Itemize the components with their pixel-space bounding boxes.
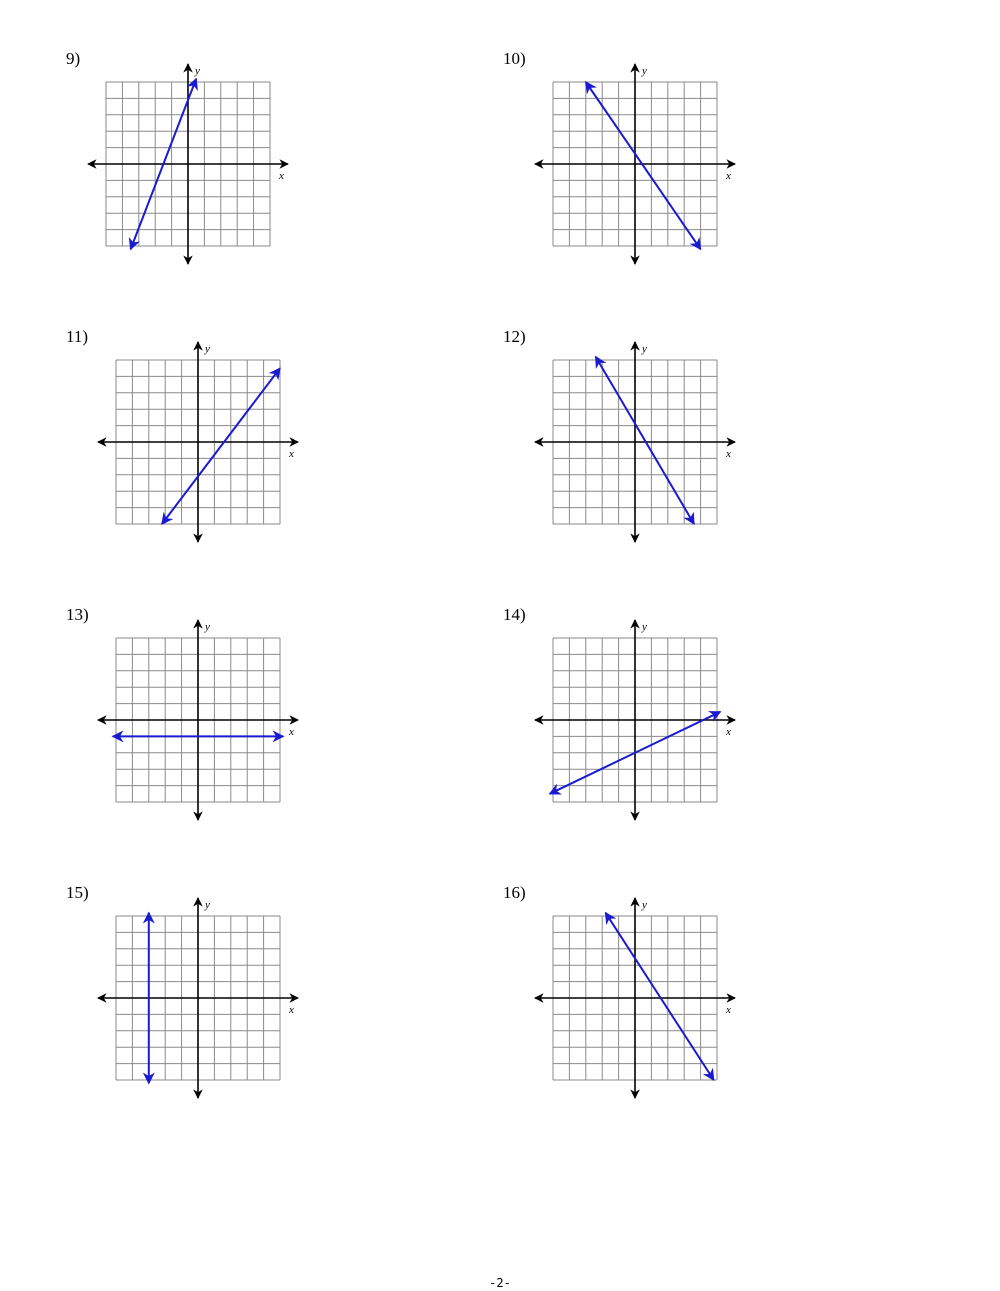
y-axis-label: y	[642, 65, 647, 77]
coordinate-graph	[503, 884, 823, 1114]
problem-12	[503, 328, 823, 548]
coordinate-graph	[66, 328, 386, 558]
problem-15	[66, 884, 386, 1104]
problem-10	[503, 50, 823, 270]
x-axis-label: x	[726, 726, 731, 738]
problem-number: 11)	[66, 327, 89, 346]
problem-16	[503, 884, 823, 1104]
x-axis-label: x	[726, 170, 731, 182]
plotted-line	[596, 357, 694, 524]
problem-number: 13)	[66, 605, 89, 624]
problem-number: 14)	[503, 605, 526, 624]
problem-number: 16)	[503, 883, 526, 902]
coordinate-graph	[503, 606, 823, 836]
coordinate-graph	[66, 884, 386, 1114]
plotted-line	[605, 913, 713, 1080]
problem-14	[503, 606, 823, 826]
problem-number: 12)	[503, 327, 526, 346]
y-axis-label: y	[195, 65, 200, 77]
x-axis-label: x	[289, 1004, 294, 1016]
coordinate-graph	[66, 50, 386, 280]
x-axis-label: x	[726, 448, 731, 460]
plotted-line	[162, 368, 280, 524]
problem-9	[66, 50, 386, 270]
problem-11	[66, 328, 386, 548]
plotted-line	[586, 82, 701, 249]
x-axis-label: x	[279, 170, 284, 182]
problem-number: 10)	[503, 49, 526, 68]
x-axis-label: x	[726, 1004, 731, 1016]
problem-number: 15)	[66, 883, 89, 902]
y-axis-label: y	[642, 343, 647, 355]
y-axis-label: y	[642, 621, 647, 633]
y-axis-label: y	[205, 899, 210, 911]
y-axis-label: y	[642, 899, 647, 911]
coordinate-graph	[66, 606, 386, 836]
y-axis-label: y	[205, 621, 210, 633]
page-number: -2-	[489, 1276, 511, 1290]
problem-number: 9)	[66, 49, 81, 68]
x-axis-label: x	[289, 448, 294, 460]
coordinate-graph	[503, 328, 823, 558]
problem-13	[66, 606, 386, 826]
coordinate-graph	[503, 50, 823, 280]
y-axis-label: y	[205, 343, 210, 355]
x-axis-label: x	[289, 726, 294, 738]
